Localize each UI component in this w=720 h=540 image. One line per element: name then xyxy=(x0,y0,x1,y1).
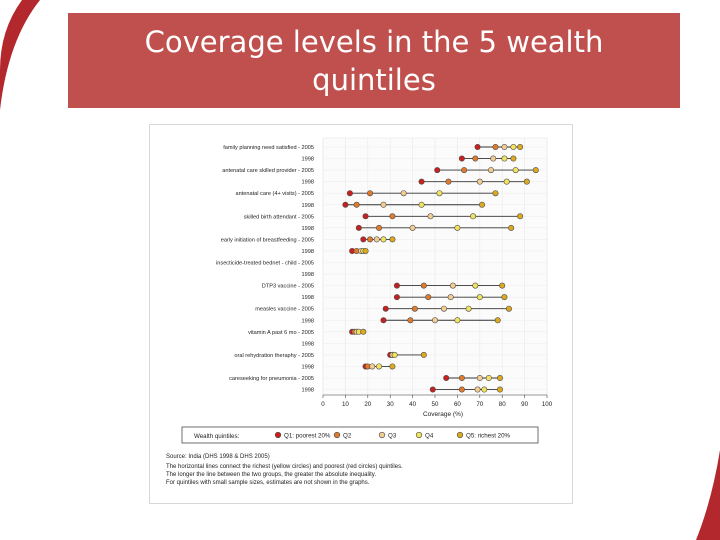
data-point-q5 xyxy=(517,214,522,219)
x-axis-label: Coverage (%) xyxy=(422,411,464,418)
row-label: early initiation of breastfeeding - 2005 xyxy=(220,237,314,244)
data-point-q2 xyxy=(421,283,426,288)
data-point-q1 xyxy=(435,167,440,172)
x-axis xyxy=(321,395,552,408)
data-point-q1 xyxy=(475,144,480,149)
row-label: DTP3 vaccine - 2005 xyxy=(261,283,314,290)
row-label: careseeking for pneumonia - 2005 xyxy=(229,376,314,382)
data-point-q4 xyxy=(381,237,386,242)
data-point-q3 xyxy=(381,202,386,207)
data-point-q1 xyxy=(381,318,386,323)
row-label: oral rehydration theraphy - 2005 xyxy=(234,352,314,359)
data-point-q5 xyxy=(497,375,502,380)
x-tick-label: 10 xyxy=(341,401,349,408)
legend-label-q5: Q5: richest 20% xyxy=(466,432,511,440)
data-point-q1 xyxy=(383,306,388,311)
row-label: 1998 xyxy=(301,272,314,279)
x-tick-label: 40 xyxy=(409,401,417,408)
note-text: The horizontal lines connect the richest (yellow circles) and poorest (red circles) quintiles. xyxy=(166,464,403,470)
legend-marker-q5 xyxy=(457,432,463,438)
data-point-q4 xyxy=(482,387,487,392)
data-point-q5 xyxy=(390,364,395,369)
legend-label-q2: Q2 xyxy=(343,432,352,440)
data-point-q3 xyxy=(491,156,496,161)
data-point-q3 xyxy=(374,237,379,242)
x-tick-label: 90 xyxy=(521,401,529,408)
row-label: 1998 xyxy=(301,295,314,302)
data-point-q3 xyxy=(428,214,433,219)
row-label: 1998 xyxy=(301,202,314,209)
data-point-q3 xyxy=(450,283,455,288)
data-point-q2 xyxy=(461,167,466,172)
legend-title: Wealth quintiles: xyxy=(194,433,240,440)
data-point-q1 xyxy=(347,191,352,196)
corner-decoration-bottom-right xyxy=(690,450,720,540)
row-label: family planning need satisfied - 2005 xyxy=(223,145,314,151)
equiplot-chart xyxy=(150,125,572,503)
data-point-q2 xyxy=(408,318,413,323)
data-point-q4 xyxy=(470,214,475,219)
data-point-q3 xyxy=(441,306,446,311)
data-point-q2 xyxy=(459,375,464,380)
legend-label-q3: Q3 xyxy=(388,432,397,440)
row-label: 1998 xyxy=(301,225,314,232)
data-point-q3 xyxy=(410,225,415,230)
data-point-q4 xyxy=(513,167,518,172)
data-point-q5 xyxy=(479,202,484,207)
data-point-q4 xyxy=(455,318,460,323)
data-point-q3 xyxy=(488,167,493,172)
data-point-q2 xyxy=(446,179,451,184)
data-point-q3 xyxy=(477,179,482,184)
legend-label-q1: Q1: poorest 20% xyxy=(284,432,331,440)
data-point-q1 xyxy=(356,225,361,230)
data-point-q2 xyxy=(367,191,372,196)
data-point-q4 xyxy=(419,202,424,207)
x-tick-label: 80 xyxy=(498,401,506,408)
row-label: 1998 xyxy=(301,318,314,325)
chart-panel xyxy=(150,125,572,503)
legend-marker-q3 xyxy=(379,432,385,438)
legend xyxy=(182,427,538,443)
data-point-q2 xyxy=(354,202,359,207)
x-tick-label: 20 xyxy=(364,401,372,408)
row-label: insecticide-treated bednet - child - 2005 xyxy=(216,260,314,267)
row-label: 1998 xyxy=(301,179,314,186)
data-point-q3 xyxy=(448,294,453,299)
legend-marker-q4 xyxy=(416,432,422,438)
data-point-q3 xyxy=(370,364,375,369)
data-point-q2 xyxy=(493,144,498,149)
x-tick-label: 0 xyxy=(321,401,325,408)
data-point-q1 xyxy=(430,387,435,392)
row-label: 1998 xyxy=(301,156,314,163)
data-point-q5 xyxy=(524,179,529,184)
data-point-q4 xyxy=(486,375,491,380)
data-point-q1 xyxy=(459,156,464,161)
data-point-q5 xyxy=(390,237,395,242)
legend-marker-q2 xyxy=(334,432,340,438)
note-text: The longer the line between the two groups, the greater the absolute inequality. xyxy=(166,472,377,478)
grid-layer xyxy=(323,138,547,395)
x-tick-label: 70 xyxy=(476,401,484,408)
row-label: 1998 xyxy=(301,248,314,255)
corner-decoration-top-left xyxy=(0,0,70,110)
data-point-q1 xyxy=(394,283,399,288)
row-labels xyxy=(216,145,314,394)
row-label: skilled birth attendant - 2005 xyxy=(243,214,314,221)
data-point-q4 xyxy=(466,306,471,311)
data-point-q5 xyxy=(363,248,368,253)
data-point-q5 xyxy=(493,191,498,196)
row-label: 1998 xyxy=(301,387,314,394)
row-label: measles vaccine - 2005 xyxy=(255,306,314,313)
legend-label-q4: Q4 xyxy=(425,432,434,440)
data-point-q1 xyxy=(419,179,424,184)
data-point-q4 xyxy=(437,191,442,196)
x-tick-label: 30 xyxy=(386,401,394,408)
x-tick-label: 100 xyxy=(541,401,553,408)
data-point-q2 xyxy=(376,225,381,230)
corner-curve-shape xyxy=(696,450,720,540)
data-point-q4 xyxy=(376,364,381,369)
data-point-q5 xyxy=(497,387,502,392)
data-point-q4 xyxy=(504,179,509,184)
data-point-q5 xyxy=(500,283,505,288)
data-point-q5 xyxy=(511,156,516,161)
data-point-q2 xyxy=(412,306,417,311)
row-label: antenatal care skilled provider - 2005 xyxy=(222,168,314,175)
x-tick-label: 50 xyxy=(431,401,439,408)
data-point-q1 xyxy=(361,237,366,242)
data-point-q1 xyxy=(343,202,348,207)
slide-title: Coverage levels in the 5 wealth quintiles xyxy=(144,24,604,97)
data-point-q1 xyxy=(394,294,399,299)
data-point-q2 xyxy=(459,387,464,392)
data-point-q5 xyxy=(421,352,426,357)
legend-items xyxy=(275,432,510,439)
data-point-q5 xyxy=(502,294,507,299)
data-point-q3 xyxy=(432,318,437,323)
data-point-q2 xyxy=(473,156,478,161)
legend-marker-q1 xyxy=(275,432,281,438)
row-label: 1998 xyxy=(301,364,314,371)
data-point-q4 xyxy=(511,144,516,149)
data-point-q5 xyxy=(517,144,522,149)
data-point-q4 xyxy=(455,225,460,230)
data-point-q5 xyxy=(533,167,538,172)
data-point-q5 xyxy=(361,329,366,334)
row-label: 1998 xyxy=(301,341,314,348)
data-point-q3 xyxy=(475,387,480,392)
data-point-q4 xyxy=(502,156,507,161)
row-label: vitamin A past 6 mo - 2005 xyxy=(248,329,314,336)
corner-curve-shape xyxy=(0,0,40,110)
data-point-q4 xyxy=(477,294,482,299)
title-banner xyxy=(68,13,680,108)
data-point-q5 xyxy=(506,306,511,311)
data-point-q5 xyxy=(495,318,500,323)
data-point-q1 xyxy=(363,214,368,219)
data-point-q2 xyxy=(367,237,372,242)
data-point-q5 xyxy=(508,225,513,230)
data-point-q3 xyxy=(502,144,507,149)
note-text: For quintiles with small sample sizes, estimates are not shown in the graphs. xyxy=(166,480,370,486)
source-text: Source: India (DHS 1998 & DHS 2005) xyxy=(166,454,270,460)
data-point-q3 xyxy=(477,375,482,380)
x-tick-label: 60 xyxy=(453,401,461,408)
data-point-q4 xyxy=(473,283,478,288)
data-point-q3 xyxy=(401,191,406,196)
data-point-q2 xyxy=(390,214,395,219)
data-point-q2 xyxy=(426,294,431,299)
row-label: antenatal care (4+ visits) - 2005 xyxy=(235,191,314,198)
data-point-q4 xyxy=(392,352,397,357)
data-point-q1 xyxy=(444,375,449,380)
